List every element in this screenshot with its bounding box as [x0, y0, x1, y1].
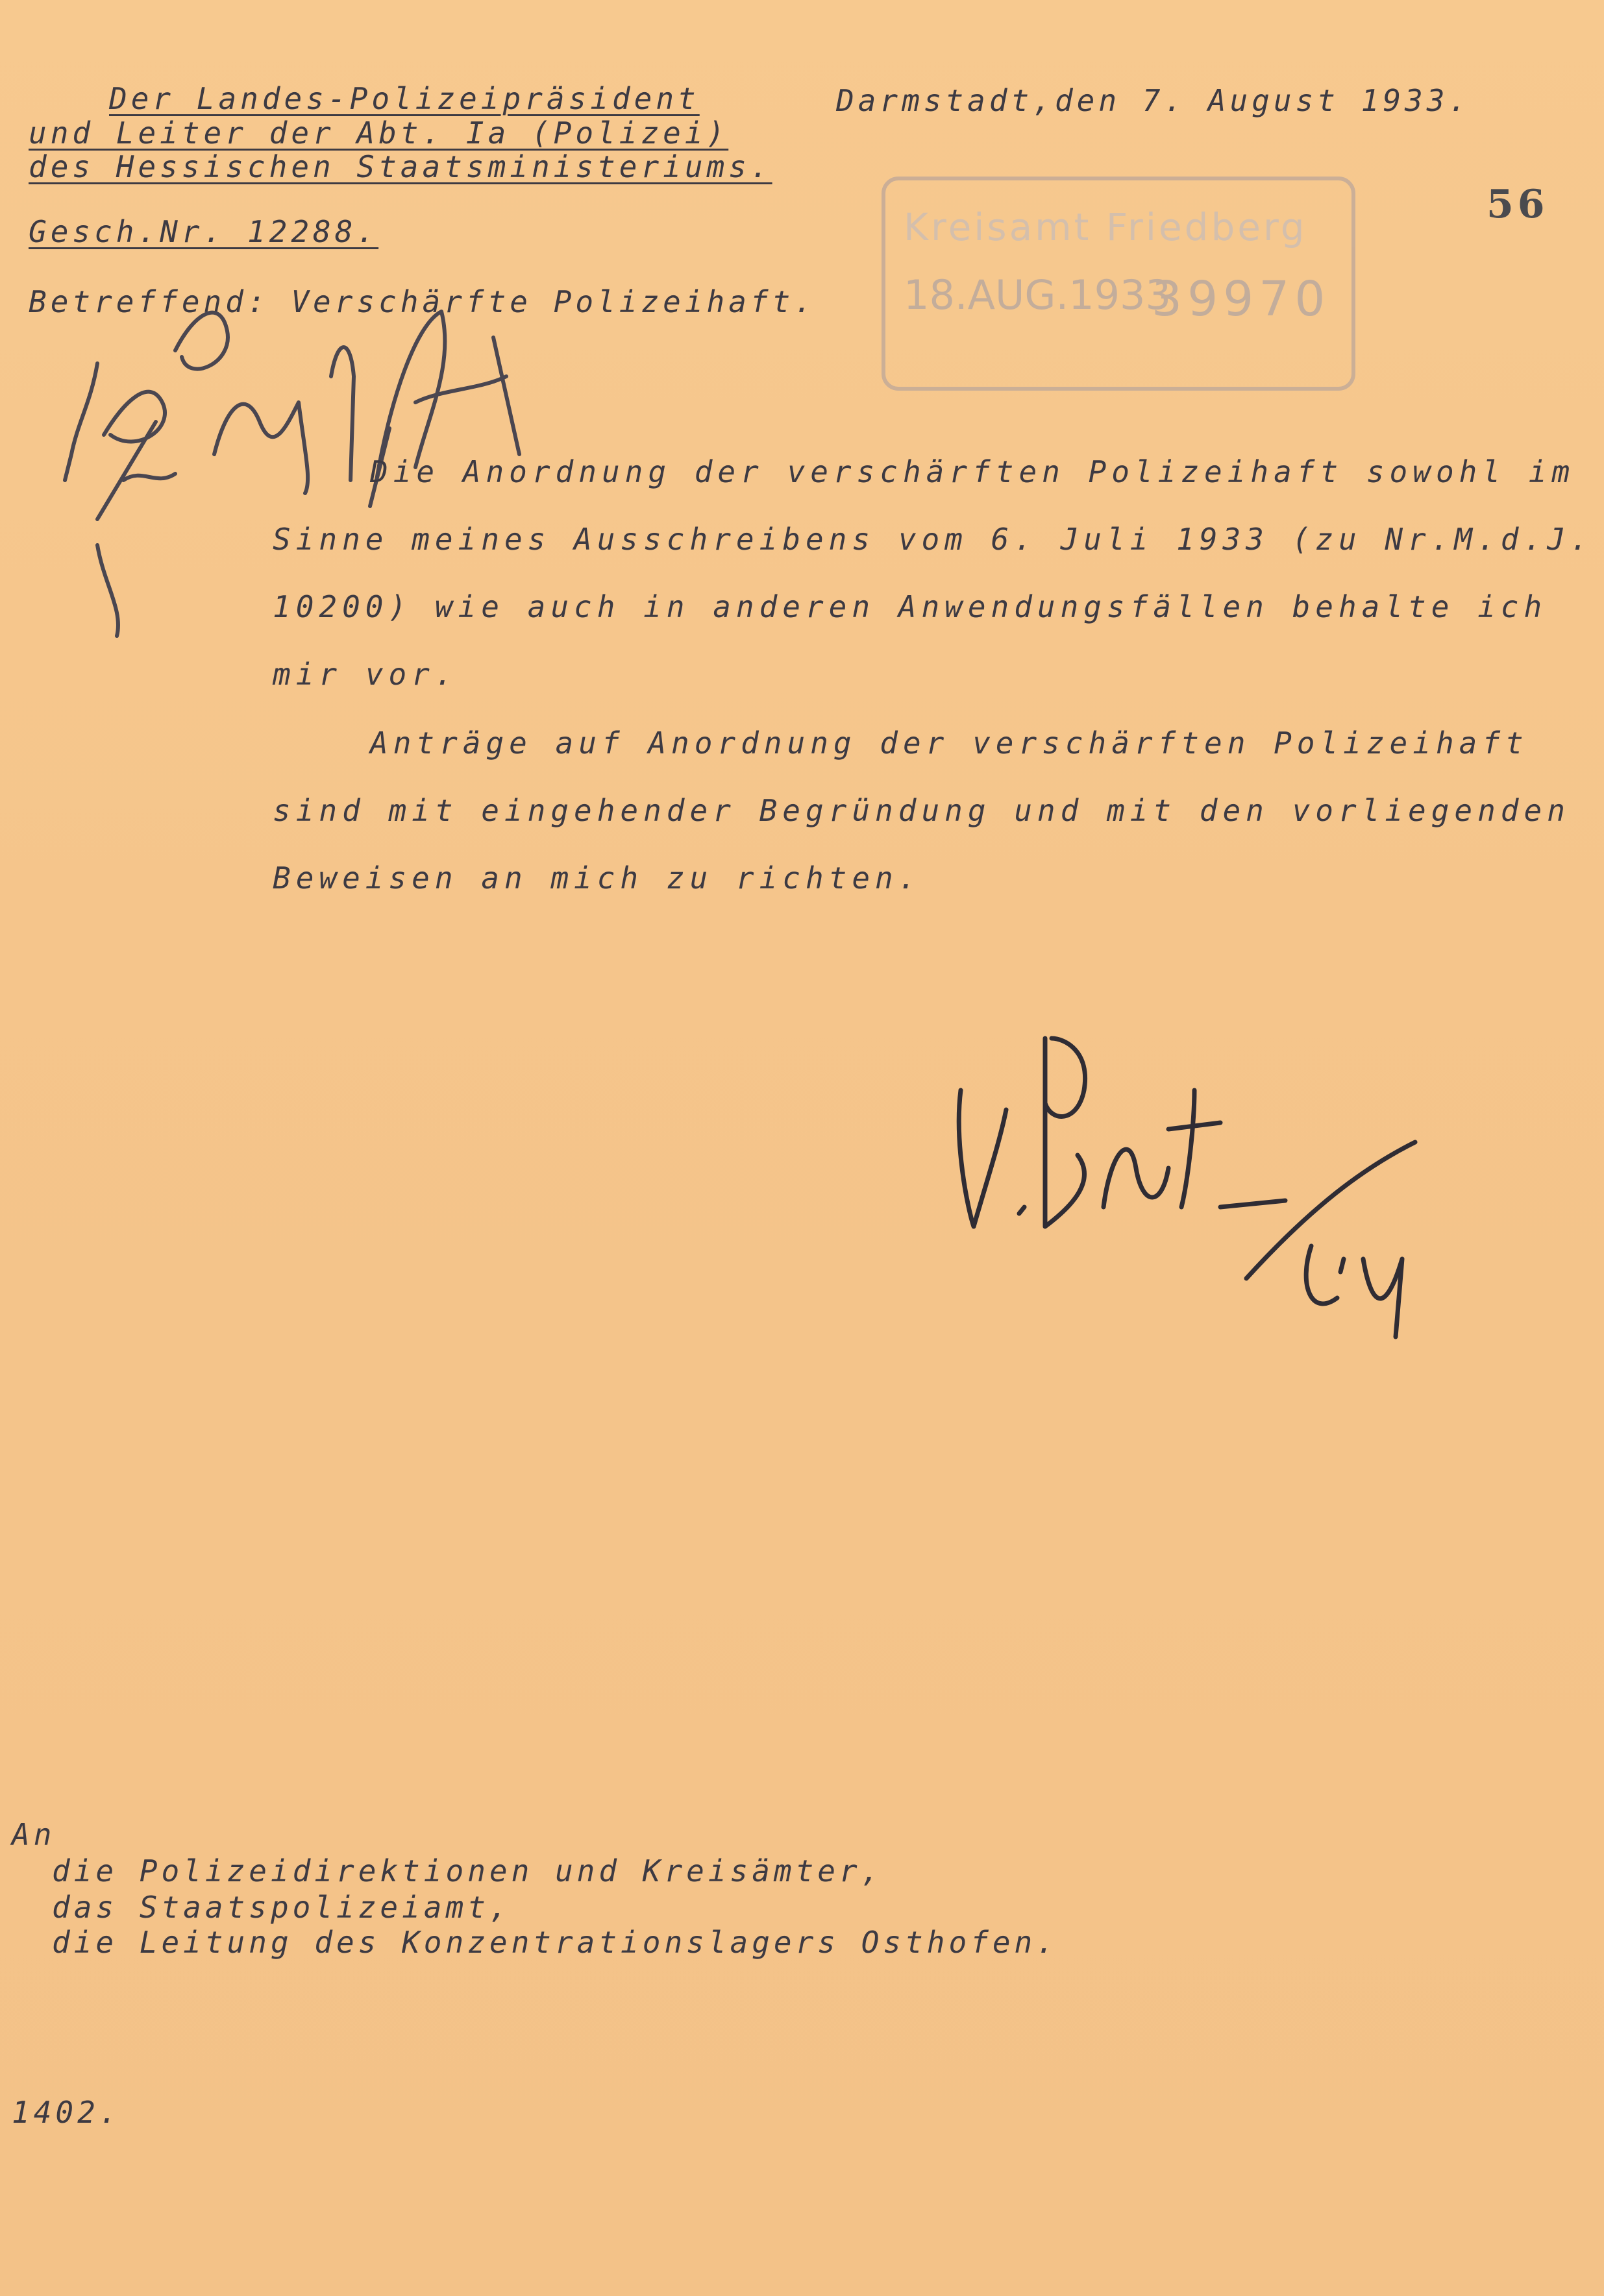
body-p2-line-3: Beweisen an mich zu richten.	[273, 861, 922, 896]
signature	[948, 1012, 1441, 1350]
stamp-number: 39970	[1152, 271, 1331, 327]
footer-code: 1402.	[12, 2095, 121, 2130]
recipient-line-3: die Leitung des Konzentrationslagers Osthofen.	[52, 1925, 1058, 1960]
body-p1-line-3: 10200) wie auch in anderen Anwendungsfällen behalte ich	[273, 589, 1548, 624]
recipient-line-1: die Polizeidirektionen und Kreisämter,	[52, 1853, 883, 1888]
body-p2-line-1: Anträge auf Anordnung der verschärften Polizeihaft	[370, 726, 1529, 761]
reference-number: Gesch.Nr. 12288.	[29, 214, 379, 249]
page-number: 56	[1487, 182, 1549, 227]
date-line: Darmstadt,den 7. August 1933.	[836, 83, 1471, 118]
subject-line: Betreffend: Verschärfte Polizeihaft.	[29, 284, 816, 319]
letterhead-line-2: und Leiter der Abt. Ia (Polizei)	[29, 116, 729, 151]
received-stamp	[882, 177, 1355, 391]
stamp-office: Kreisamt Friedberg	[904, 205, 1307, 249]
letterhead-line-3: des Hessischen Staatsministeriums.	[29, 149, 772, 184]
stamp-date: 18.AUG.1933	[904, 271, 1171, 319]
body-p1-line-2: Sinne meines Ausschreibens vom 6. Juli 1933 (zu Nr.M.d.J.	[273, 522, 1594, 557]
body-p1-line-4: mir vor.	[273, 657, 458, 692]
body-p2-line-2: sind mit eingehender Begründung und mit den vorliegenden	[273, 793, 1570, 828]
body-p1-line-1: Die Anordnung der verschärften Polizeihaft sowohl im	[370, 454, 1575, 489]
recipients-heading: An	[12, 1817, 56, 1852]
recipient-line-2: das Staatspolizeiamt,	[52, 1890, 512, 1925]
letterhead-line-1: Der Landes-Polizeipräsident	[109, 81, 700, 116]
